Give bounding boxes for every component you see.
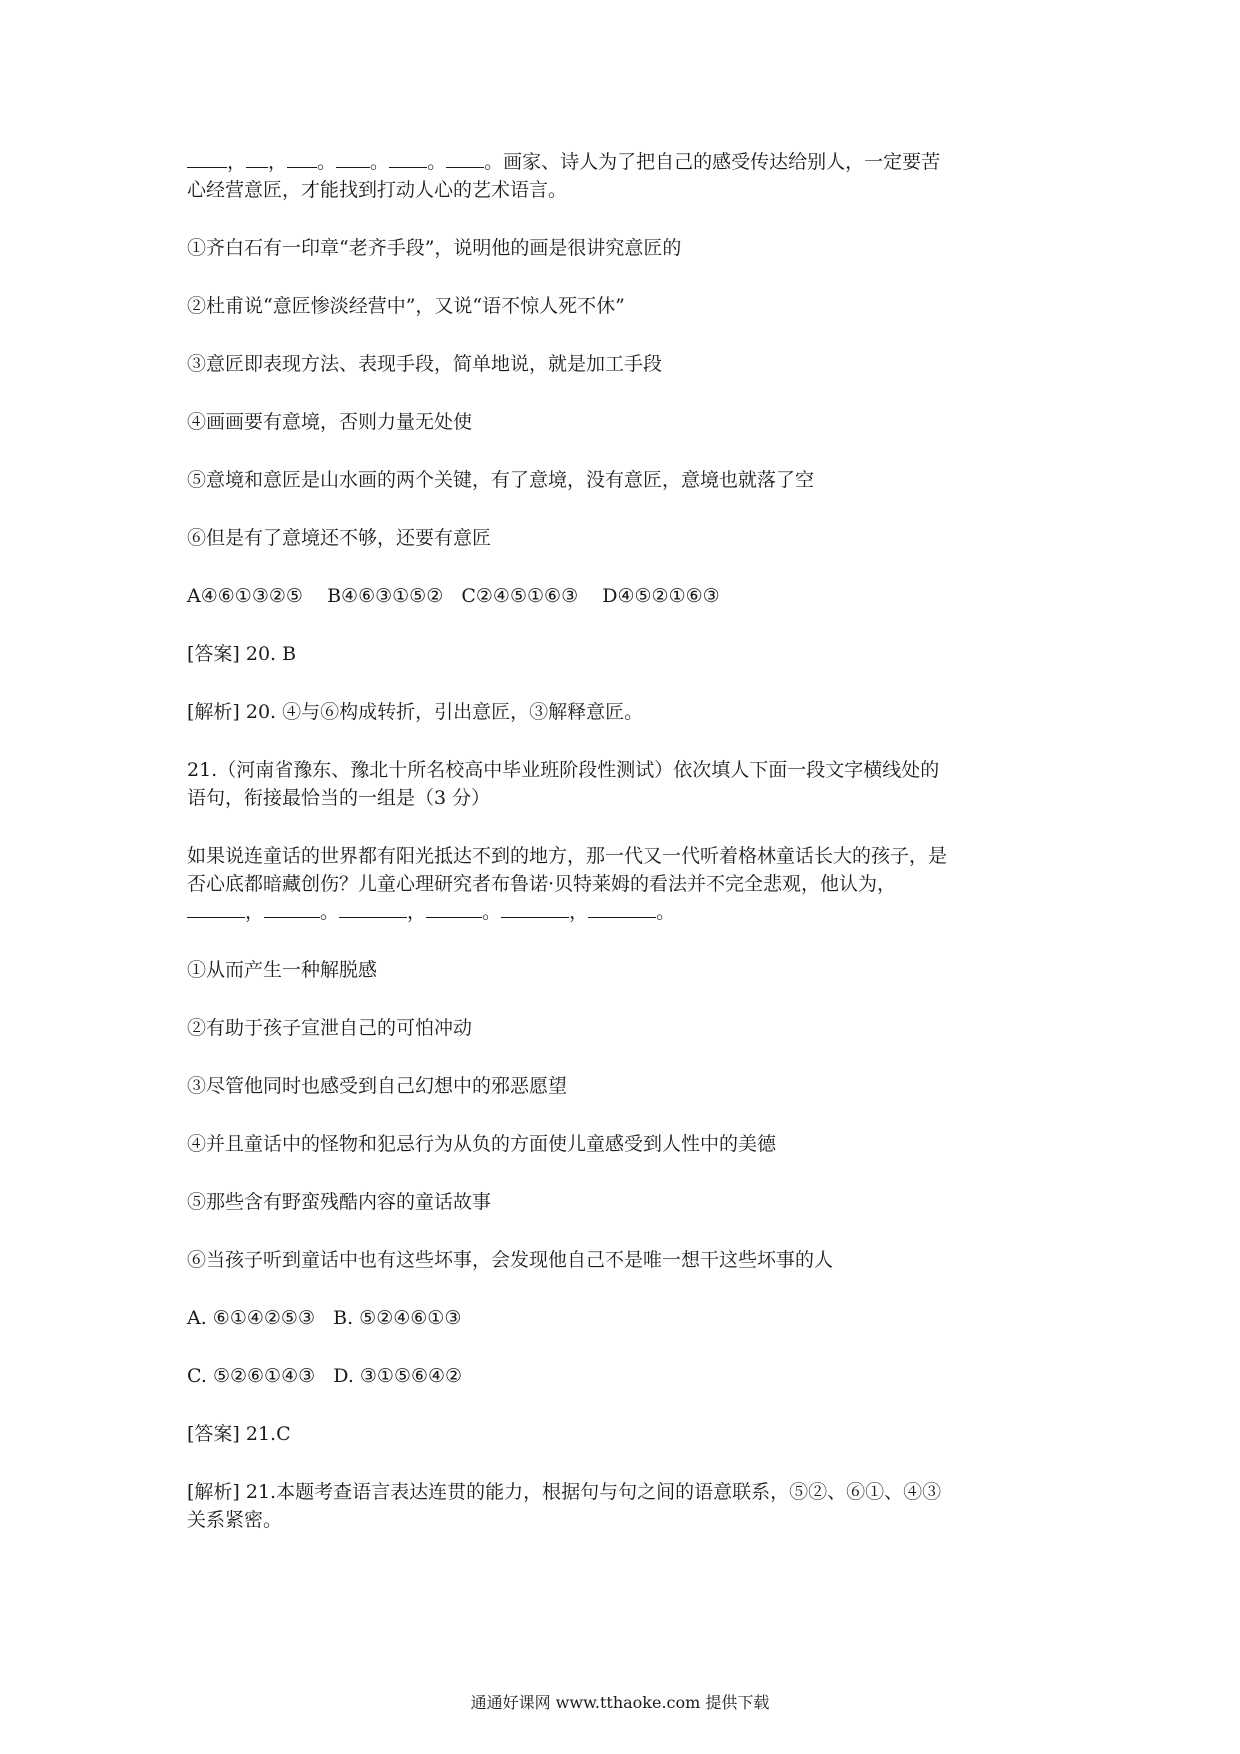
q21-sentence-2: ②有助于孩子宣泄自己的可怕冲动 xyxy=(187,1017,473,1039)
q20-sentence-3: ③意匠即表现方法、表现手段，简单地说，就是加工手段 xyxy=(187,353,663,375)
q20-intro-line1: ， ， 。 。 。 。画家、诗人为了把自己的感受传达给别人，一定要苦 xyxy=(187,148,1067,176)
document-content xyxy=(187,148,1067,1564)
q21-blanks-line: ， 。 ， 。 ， 。 xyxy=(187,898,1067,926)
q20-sentence-6: ⑥但是有了意境还不够，还要有意匠 xyxy=(187,527,492,549)
q20-intro-text: 。画家、诗人为了把自己的感受传达给别人，一定要苦 xyxy=(484,151,941,173)
blank xyxy=(187,901,245,918)
q20-sentence-1: ①齐白石有一印章“老齐手段”，说明他的画是很讲究意匠的 xyxy=(187,237,682,259)
q21-answer: [答案] 21.C xyxy=(187,1423,291,1445)
q20-sentence-2: ②杜甫说“意匠惨淡经营中”，又说“语不惊人死不休” xyxy=(187,295,625,317)
blank xyxy=(501,901,569,918)
q20-intro-line2: 心经营意匠，才能找到打动人心的艺术语言。 xyxy=(187,179,568,201)
q21-sentence-3: ③尽管他同时也感受到自己幻想中的邪恶愿望 xyxy=(187,1075,568,1097)
blank xyxy=(446,151,484,168)
q21-options-row2: C. ⑤②⑥①④③ D. ③①⑤⑥④② xyxy=(187,1365,463,1387)
q21-sentence-4: ④并且童话中的怪物和犯忌行为从负的方面使儿童感受到人性中的美德 xyxy=(187,1133,777,1155)
blank xyxy=(264,901,320,918)
q21-passage xyxy=(187,842,1067,926)
blank xyxy=(389,151,427,168)
q21-passage-line2: 否心底都暗藏创伤？儿童心理研究者布鲁诺·贝特莱姆的看法并不完全悲观，他认为， xyxy=(187,873,897,895)
blank xyxy=(187,151,227,168)
q20-intro xyxy=(187,148,1067,204)
q20-sentence-4: ④画画要有意境，否则力量无处使 xyxy=(187,411,473,433)
blank xyxy=(287,151,317,168)
q21-sentence-6: ⑥当孩子听到童话中也有这些坏事，会发现他自己不是唯一想干这些坏事的人 xyxy=(187,1249,834,1271)
blank xyxy=(246,151,268,168)
q20-answer: [答案] 20. B xyxy=(187,643,297,665)
q21-stem-line2: 语句，衔接最恰当的一组是（3 分） xyxy=(187,787,491,809)
q21-analysis-line2: 关系紧密。 xyxy=(187,1509,283,1531)
blank xyxy=(336,151,370,168)
blank xyxy=(426,901,482,918)
q20-analysis: [解析] 20. ④与⑥构成转折，引出意匠，③解释意匠。 xyxy=(187,701,644,723)
q21-analysis-line1: [解析] 21.本题考查语言表达连贯的能力，根据句与句之间的语意联系，⑤②、⑥①、④③ xyxy=(187,1481,942,1503)
q21-passage-line1: 如果说连童话的世界都有阳光抵达不到的地方，那一代又一代听着格林童话长大的孩子，是 xyxy=(187,845,948,867)
blank xyxy=(339,901,407,918)
q21-analysis xyxy=(187,1478,1067,1534)
q20-options: A④⑥①③②⑤ B④⑥③①⑤② C②④⑤①⑥③ D④⑤②①⑥③ xyxy=(187,585,720,607)
q20-sentence-5: ⑤意境和意匠是山水画的两个关键，有了意境，没有意匠，意境也就落了空 xyxy=(187,469,815,491)
q21-stem xyxy=(187,756,1067,812)
blank xyxy=(588,901,656,918)
q21-stem-line1: 21.（河南省豫东、豫北十所名校高中毕业班阶段性测试）依次填人下面一段文字横线处的 xyxy=(187,759,940,781)
q21-sentence-5: ⑤那些含有野蛮残酷内容的童话故事 xyxy=(187,1191,492,1213)
q21-options-row1: A. ⑥①④②⑤③ B. ⑤②④⑥①③ xyxy=(187,1307,462,1329)
q21-sentence-1: ①从而产生一种解脱感 xyxy=(187,959,378,981)
page-footer: 通通好课网 www.tthaoke.com 提供下载 xyxy=(470,1693,770,1712)
